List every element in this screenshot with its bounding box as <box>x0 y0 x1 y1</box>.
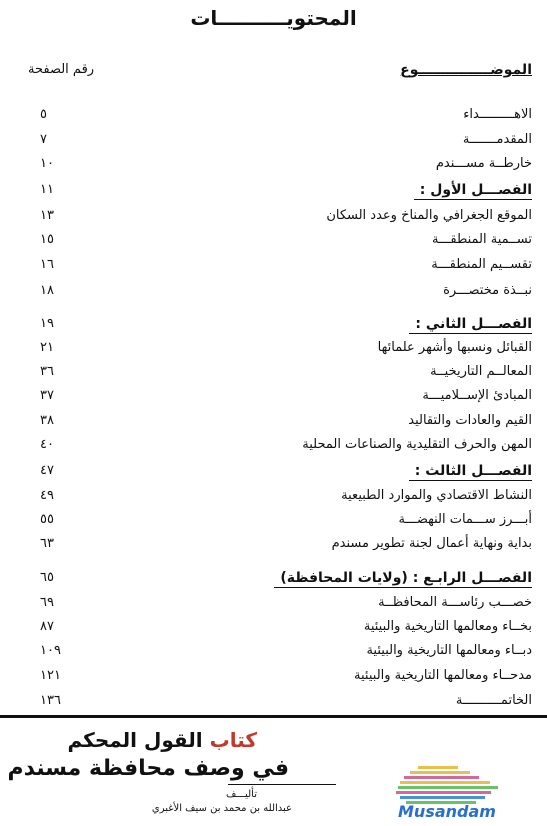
toc-topic: القيم والعادات والتقاليد <box>408 413 532 428</box>
toc-topic: مدحــاء ومعالمها التاريخية والبيئية <box>354 668 532 683</box>
toc-page-number: ٨٧ <box>40 619 54 634</box>
toc-page-number: ١٠٩ <box>40 643 61 658</box>
book-word: كتاب <box>209 728 257 752</box>
toc-page-number: ١٠ <box>40 156 54 171</box>
toc-topic: نبــذة مختصـــرة <box>443 283 532 298</box>
logo-stripe <box>396 791 491 794</box>
toc-row <box>0 208 547 232</box>
toc-page-number: ٦٩ <box>40 595 54 610</box>
toc-page-number: ٣٧ <box>40 388 54 403</box>
toc-row <box>0 668 547 692</box>
toc-row <box>0 132 547 156</box>
toc-page-number: ١٥ <box>40 232 54 247</box>
toc-topic: بخــاء ومعالمها التاريخية والبيئية <box>363 619 532 634</box>
logo-stripe <box>418 766 458 769</box>
toc-row <box>0 413 547 437</box>
toc-topic: الفصـــل الثالث : <box>409 463 532 481</box>
toc-topic: خصـــب رئاســـة المحافظــة <box>378 595 532 610</box>
toc-topic: المقدمـــــــة <box>462 132 532 147</box>
toc-topic: دبــاء ومعالمها التاريخية والبيئية <box>366 643 532 658</box>
toc-page-number: ٤٠ <box>40 437 54 452</box>
logo-stripe <box>400 796 485 799</box>
toc-row <box>0 488 547 512</box>
toc-row <box>0 643 547 667</box>
toc-page-number: ٤٩ <box>40 488 54 503</box>
toc-page-number: ٧ <box>40 132 47 147</box>
toc-topic: تســمية المنطقـــة <box>431 232 532 247</box>
toc-row <box>0 595 547 619</box>
toc-page-number: ١٦ <box>40 257 54 272</box>
toc-topic: المبادئ الإســلاميـــة <box>422 388 532 403</box>
toc-page-number: ٤٧ <box>40 463 54 478</box>
topic-column-header: الموضـــــــــــــــوع <box>400 62 532 78</box>
toc-topic: بداية ونهاية أعمال لجنة تطوير مسندم <box>331 536 532 551</box>
toc-page-number: ٥٥ <box>40 512 54 527</box>
toc-topic: الفصـــل الأول : <box>414 182 532 200</box>
chapter-row <box>0 316 547 340</box>
toc-topic: المهن والحرف التقليدية والصناعات المحلية <box>302 437 532 452</box>
book-subtitle: في وصف محافظة مسندم <box>7 756 289 781</box>
page-number-column-header: رقم الصفحة <box>28 62 95 77</box>
author-divider <box>228 784 336 785</box>
toc-page-number: ٥ <box>40 107 47 122</box>
toc-page-number: ١٣ <box>40 208 54 223</box>
toc-row <box>0 619 547 643</box>
toc-row <box>0 257 547 281</box>
toc-page-number: ١٨ <box>40 283 54 298</box>
toc-page-number: ٣٦ <box>40 364 54 379</box>
toc-row <box>0 340 547 364</box>
logo-stripe <box>404 776 479 779</box>
toc-page-number: ٦٣ <box>40 536 54 551</box>
toc-row <box>0 437 547 461</box>
toc-page-number: ١٩ <box>40 316 54 331</box>
chapter-row <box>0 570 547 594</box>
chapter-row <box>0 182 547 206</box>
book-title-text: القول المحكم <box>67 728 203 752</box>
logo-stripe <box>410 771 470 774</box>
toc-topic: الفصـــل الرابـع : (ولايات المحافظة) <box>274 570 532 588</box>
toc-row <box>0 156 547 180</box>
toc-topic: الخاتمــــــــــة <box>455 693 532 708</box>
chapter-row <box>0 463 547 487</box>
toc-row <box>0 536 547 560</box>
toc-topic: المعالــم التاريخيــة <box>430 364 532 379</box>
toc-page-number: ١٣٦ <box>40 693 61 708</box>
toc-topic: الفصـــل الثاني : <box>409 316 532 334</box>
toc-topic: تقســيم المنطقـــة <box>431 257 532 272</box>
toc-row <box>0 388 547 412</box>
toc-topic: خارطــة مســـندم <box>435 156 532 171</box>
toc-page-number: ٦٥ <box>40 570 54 585</box>
book-title <box>68 728 258 752</box>
musandam-logo-text: Musandam <box>398 802 496 821</box>
page-title: المحتويــــــــــات <box>190 6 357 30</box>
toc-topic: الموقع الجغرافي والمناخ وعدد السكان <box>326 208 532 223</box>
toc-page-number: ٢١ <box>40 340 54 355</box>
logo-stripe <box>400 781 490 784</box>
footer-divider <box>0 715 547 718</box>
toc-row <box>0 512 547 536</box>
toc-page-number: ٣٨ <box>40 413 54 428</box>
toc-topic: النشاط الاقتصادي والموارد الطبيعية <box>341 488 532 503</box>
toc-row <box>0 693 547 717</box>
toc-row <box>0 283 547 307</box>
toc-topic: أبـــرز ســـمات النهضـــة <box>398 512 532 527</box>
toc-row <box>0 364 547 388</box>
author-label: تأليـــف <box>225 789 257 800</box>
toc-topic: القبائل ونسبها وأشهر علمائها <box>377 340 532 355</box>
toc-page-number: ١١ <box>40 182 54 197</box>
toc-topic: الاهـــــــــداء <box>463 107 532 122</box>
toc-row <box>0 232 547 256</box>
author-name: عبدالله بن محمد بن سيف الأغبري <box>151 803 292 814</box>
toc-page-number: ١٢١ <box>40 668 61 683</box>
toc-row <box>0 107 547 131</box>
logo-stripe <box>398 786 498 789</box>
